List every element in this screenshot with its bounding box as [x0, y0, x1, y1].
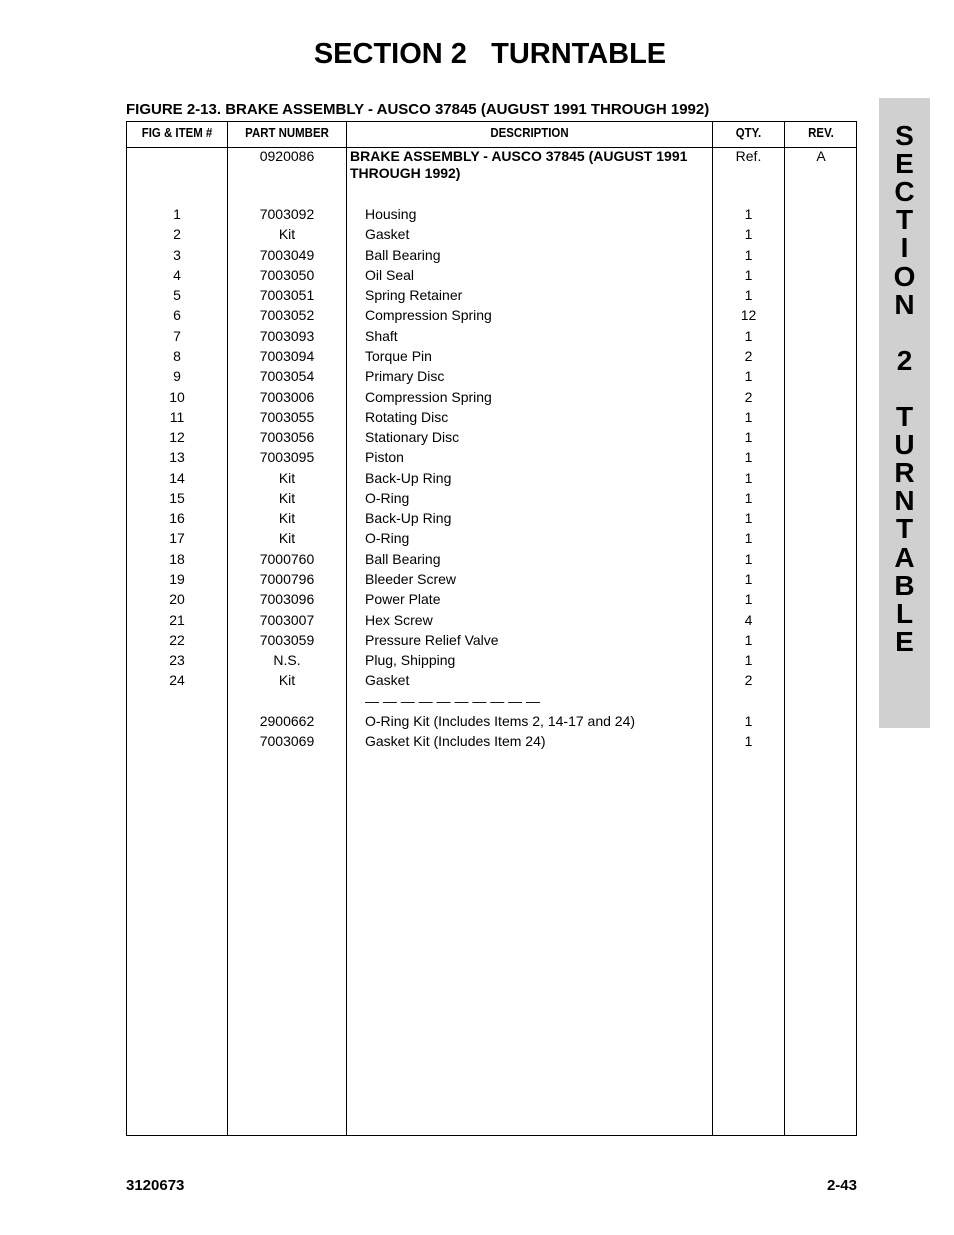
- fig-item-number: 6: [173, 307, 181, 323]
- part-quantity: 1: [744, 409, 753, 425]
- part-description: Back-Up Ring: [365, 510, 452, 526]
- part-description: Compression Spring: [365, 307, 492, 323]
- fig-item-number: 10: [169, 389, 185, 405]
- part-number: Kit: [278, 490, 296, 506]
- part-description: Pressure Relief Valve: [365, 632, 499, 648]
- header-rev: REV.: [808, 125, 834, 140]
- part-quantity: 1: [744, 449, 753, 465]
- part-number: 7003052: [259, 307, 315, 323]
- part-number: Kit: [278, 226, 296, 242]
- part-quantity: 1: [744, 267, 753, 283]
- part-description: O-Ring: [365, 490, 410, 506]
- fig-item-number: 22: [169, 632, 185, 648]
- part-quantity: 1: [744, 247, 753, 263]
- fig-item-number: 21: [169, 612, 185, 628]
- part-quantity: 12: [740, 307, 757, 323]
- part-description: Torque Pin: [365, 348, 432, 364]
- fig-item-number: 13: [169, 449, 185, 465]
- assembly-part-number: 0920086: [259, 148, 315, 164]
- part-quantity: 1: [744, 571, 753, 587]
- fig-item-number: 1: [173, 206, 181, 222]
- part-description: Gasket: [365, 226, 410, 242]
- part-description: Hex Screw: [365, 612, 433, 628]
- part-number: 7003056: [259, 429, 315, 445]
- part-number: 7003059: [259, 632, 315, 648]
- fig-item-number: 7: [173, 328, 181, 344]
- part-quantity: 2: [744, 348, 753, 364]
- page-number: 2-43: [826, 1177, 857, 1194]
- document-number: 3120673: [126, 1177, 185, 1194]
- part-number: 7003095: [259, 449, 315, 465]
- part-number: 7003049: [259, 247, 315, 263]
- part-quantity: 2: [744, 389, 753, 405]
- figure-title: FIGURE 2-13. BRAKE ASSEMBLY - AUSCO 37845 (AUGUST 1991 THROUGH 1992): [126, 101, 710, 118]
- part-quantity: 1: [744, 652, 753, 668]
- part-quantity: 1: [744, 551, 753, 567]
- fig-item-number: 11: [169, 409, 185, 425]
- side-tab-letter: T: [895, 401, 914, 432]
- part-quantity: 1: [744, 226, 753, 242]
- fig-item-number: 4: [173, 267, 181, 283]
- side-tab-letter: 2: [896, 345, 913, 376]
- side-tab-letter: U: [894, 429, 915, 460]
- fig-item-number: 24: [169, 672, 185, 688]
- part-number: 7003092: [259, 206, 315, 222]
- part-description: O-Ring: [365, 530, 410, 546]
- part-number: 7003007: [259, 612, 315, 628]
- part-quantity: 1: [744, 490, 753, 506]
- part-description: Bleeder Screw: [365, 571, 457, 587]
- part-number: 7003069: [259, 733, 315, 749]
- side-tab-letter: A: [894, 542, 915, 573]
- fig-item-number: 19: [169, 571, 185, 587]
- side-tab-letter: E: [895, 626, 914, 657]
- part-description: Ball Bearing: [365, 247, 441, 263]
- column-divider: [784, 122, 785, 1135]
- part-number: 2900662: [259, 713, 315, 729]
- side-tab-letter: C: [894, 176, 915, 207]
- part-number: 7000760: [259, 551, 315, 567]
- side-tab-letter: I: [900, 232, 909, 263]
- part-number: Kit: [278, 672, 296, 688]
- part-number: 7003094: [259, 348, 315, 364]
- fig-item-number: 18: [169, 551, 185, 567]
- part-number: Kit: [278, 510, 296, 526]
- part-number: 7003096: [259, 591, 315, 607]
- part-number: 7003055: [259, 409, 315, 425]
- part-number: Kit: [278, 470, 296, 486]
- fig-item-number: 8: [173, 348, 181, 364]
- part-description: Power Plate: [365, 591, 441, 607]
- fig-item-number: 16: [169, 510, 185, 526]
- part-number: 7003050: [259, 267, 315, 283]
- part-description: Gasket: [365, 672, 410, 688]
- fig-item-number: 2: [173, 226, 181, 242]
- part-number: 7003051: [259, 287, 315, 303]
- column-divider: [346, 122, 347, 1135]
- fig-item-number: 20: [169, 591, 185, 607]
- part-description: Rotating Disc: [365, 409, 449, 425]
- section-side-tab: [879, 98, 930, 728]
- part-quantity: 2: [744, 672, 753, 688]
- side-tab-letter: S: [895, 120, 914, 151]
- assembly-rev: A: [816, 148, 826, 164]
- part-number: 7003093: [259, 328, 315, 344]
- part-number: 7000796: [259, 571, 315, 587]
- part-quantity: 1: [744, 368, 753, 384]
- part-number: Kit: [278, 530, 296, 546]
- part-description: Spring Retainer: [365, 287, 463, 303]
- part-number: 7003006: [259, 389, 315, 405]
- part-description: Back-Up Ring: [365, 470, 452, 486]
- fig-item-number: 15: [169, 490, 185, 506]
- part-quantity: 4: [744, 612, 753, 628]
- side-tab-letter: E: [895, 148, 914, 179]
- fig-item-number: 5: [173, 287, 181, 303]
- side-tab-letter: B: [894, 570, 915, 601]
- header-description: DESCRIPTION: [490, 125, 569, 140]
- part-quantity: 1: [744, 510, 753, 526]
- parts-table: [126, 121, 857, 1136]
- part-quantity: 1: [744, 429, 753, 445]
- side-tab-letter: T: [895, 204, 914, 235]
- header-qty: QTY.: [735, 125, 762, 140]
- part-quantity: 1: [744, 328, 753, 344]
- part-description: Plug, Shipping: [365, 652, 456, 668]
- part-quantity: 1: [744, 206, 753, 222]
- part-quantity: 1: [744, 530, 753, 546]
- side-tab-letter: N: [894, 289, 915, 320]
- part-description: Compression Spring: [365, 389, 492, 405]
- part-description: Piston: [365, 449, 404, 465]
- part-description: O-Ring Kit (Includes Items 2, 14-17 and 24): [365, 713, 636, 729]
- part-description: Gasket Kit (Includes Item 24): [365, 733, 546, 749]
- side-tab-letter: L: [895, 598, 914, 629]
- part-quantity: 1: [744, 470, 753, 486]
- part-number: N.S.: [273, 652, 301, 668]
- assembly-description: BRAKE ASSEMBLY - AUSCO 37845 (AUGUST 1991 THROUGH 1992): [350, 148, 688, 181]
- part-description: Primary Disc: [365, 368, 445, 384]
- fig-item-number: 23: [169, 652, 185, 668]
- fig-item-number: 14: [169, 470, 185, 486]
- part-description: — — — — — — — — — —: [365, 693, 541, 709]
- part-description: Housing: [365, 206, 417, 222]
- part-quantity: 1: [744, 591, 753, 607]
- fig-item-number: 3: [173, 247, 181, 263]
- part-quantity: 1: [744, 287, 753, 303]
- side-tab-letter: O: [893, 261, 916, 292]
- side-tab-letter: T: [895, 513, 914, 544]
- part-quantity: 1: [744, 713, 753, 729]
- part-number: 7003054: [259, 368, 315, 384]
- fig-item-number: 12: [169, 429, 185, 445]
- section-title: SECTION 2 TURNTABLE: [313, 38, 667, 70]
- side-tab-letter: N: [894, 485, 915, 516]
- header-part-number: PART NUMBER: [245, 125, 329, 140]
- part-description: Oil Seal: [365, 267, 415, 283]
- part-description: Ball Bearing: [365, 551, 441, 567]
- assembly-qty: Ref.: [735, 148, 762, 164]
- fig-item-number: 17: [169, 530, 185, 546]
- header-fig-item: FIG & ITEM #: [141, 125, 213, 140]
- part-description: Stationary Disc: [365, 429, 460, 445]
- part-description: Shaft: [365, 328, 398, 344]
- side-tab-letter: R: [894, 457, 915, 488]
- part-quantity: 1: [744, 632, 753, 648]
- fig-item-number: 9: [173, 368, 181, 384]
- part-quantity: 1: [744, 733, 753, 749]
